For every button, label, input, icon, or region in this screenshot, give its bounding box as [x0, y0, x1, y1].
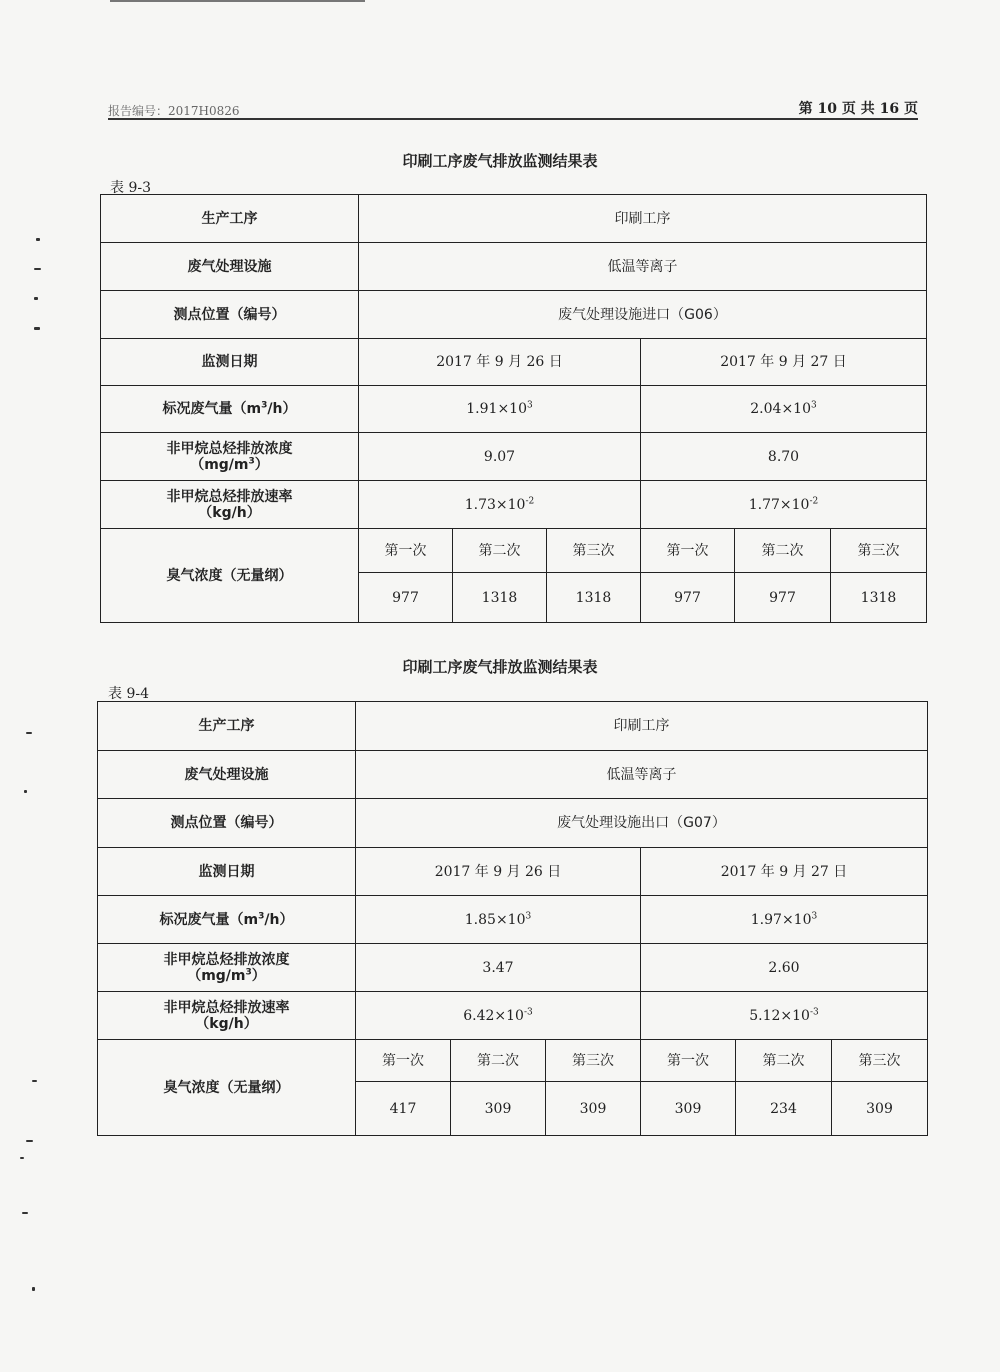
- table-row: [101, 386, 927, 433]
- table-row: [98, 799, 928, 848]
- rate-value-1: $6.42\times 10^{-3}$: [356, 992, 641, 1040]
- table-row: [98, 992, 928, 1040]
- scan-speck: [34, 268, 41, 270]
- rate-label: 非甲烷总烃排放速率 （kg/h）: [101, 481, 359, 529]
- table-title: 印刷工序废气排放监测结果表: [402, 658, 598, 676]
- flow-label: 标况废气量$(m^3/h)$: [98, 896, 356, 944]
- run-header: 第三次: [547, 529, 641, 573]
- facility-value: 低温等离子: [356, 751, 928, 799]
- table-row: [98, 1040, 928, 1082]
- flow-value-1: $1.91\times 10^3$: [359, 386, 641, 433]
- scan-speck: [26, 732, 32, 734]
- rate-value-1: $1.73\times 10^{-2}$: [359, 481, 641, 529]
- table-row: [101, 529, 927, 573]
- flow-value-2: $2.04\times 10^3$: [641, 386, 927, 433]
- scan-page-edge: [110, 0, 365, 2]
- flow-label: 标况废气量$(m^3/h)$: [101, 386, 359, 433]
- run-header: 第二次: [453, 529, 547, 573]
- concentration-value-1: 3.47: [356, 944, 641, 992]
- scan-speck: [34, 297, 38, 300]
- date-value-1: 2017 年 9 月 26 日: [359, 339, 641, 386]
- scan-speck: [32, 1080, 37, 1082]
- table-row: [101, 243, 927, 291]
- page-header: [108, 96, 918, 122]
- table-row: [101, 195, 927, 243]
- flow-value-1: $1.85\times 10^3$: [356, 896, 641, 944]
- page-number: 第 10 页 共 16 页: [798, 101, 918, 117]
- odor-label: 臭气浓度（无量纲）: [98, 1040, 356, 1136]
- header-rule: [108, 118, 918, 120]
- table-row: [101, 339, 927, 386]
- scan-speck: [24, 790, 27, 793]
- table-label: 表 9-3: [110, 180, 151, 196]
- odor-value: 309: [641, 1082, 736, 1136]
- odor-value: 1318: [453, 573, 547, 623]
- scan-speck: [22, 1212, 28, 1214]
- concentration-label: 非甲烷总烃排放浓度 $(mg/m^3)$: [98, 944, 356, 992]
- scan-speck: [26, 1140, 33, 1142]
- process-label: 生产工序: [101, 195, 359, 243]
- location-value: 废气处理设施出口（G07）: [356, 799, 928, 848]
- report-number: 报告编号：2017H0826: [108, 104, 240, 118]
- run-header: 第三次: [832, 1040, 928, 1082]
- odor-value: 309: [832, 1082, 928, 1136]
- facility-value: 低温等离子: [359, 243, 927, 291]
- table-row: [101, 291, 927, 339]
- scan-speck: [20, 1157, 24, 1159]
- concentration-value-2: 2.60: [641, 944, 928, 992]
- date-value-2: 2017 年 9 月 27 日: [641, 339, 927, 386]
- table-row: [98, 848, 928, 896]
- results-table-9-3: [100, 194, 927, 623]
- odor-value: 977: [641, 573, 735, 623]
- facility-label: 废气处理设施: [98, 751, 356, 799]
- date-label: 监测日期: [101, 339, 359, 386]
- date-label: 监测日期: [98, 848, 356, 896]
- location-value: 废气处理设施进口（G06）: [359, 291, 927, 339]
- table-title: 印刷工序废气排放监测结果表: [402, 152, 598, 170]
- run-header: 第二次: [736, 1040, 832, 1082]
- odor-value: 977: [359, 573, 453, 623]
- table-row: [98, 944, 928, 992]
- concentration-label: 非甲烷总烃排放浓度 $(mg/m^3)$: [101, 433, 359, 481]
- run-header: 第二次: [735, 529, 831, 573]
- run-header: 第一次: [359, 529, 453, 573]
- flow-value-2: $1.97\times 10^3$: [641, 896, 928, 944]
- rate-value-2: $5.12\times 10^{-3}$: [641, 992, 928, 1040]
- table-row: [98, 702, 928, 751]
- odor-value: 1318: [831, 573, 927, 623]
- run-header: 第一次: [641, 1040, 736, 1082]
- table-row: [101, 433, 927, 481]
- odor-value: 1318: [547, 573, 641, 623]
- scan-speck: [34, 327, 40, 330]
- scan-speck: [36, 238, 40, 241]
- results-table-9-4: [97, 701, 928, 1136]
- odor-value: 234: [736, 1082, 832, 1136]
- run-header: 第一次: [641, 529, 735, 573]
- odor-value: 309: [546, 1082, 641, 1136]
- table-row: [98, 751, 928, 799]
- rate-label: 非甲烷总烃排放速率 （kg/h）: [98, 992, 356, 1040]
- concentration-value-2: 8.70: [641, 433, 927, 481]
- run-header: 第二次: [451, 1040, 546, 1082]
- process-value: 印刷工序: [356, 702, 928, 751]
- table-row: [101, 481, 927, 529]
- process-label: 生产工序: [98, 702, 356, 751]
- date-value-1: 2017 年 9 月 26 日: [356, 848, 641, 896]
- scan-speck: [32, 1287, 35, 1291]
- run-header: 第一次: [356, 1040, 451, 1082]
- rate-value-2: $1.77\times 10^{-2}$: [641, 481, 927, 529]
- process-value: 印刷工序: [359, 195, 927, 243]
- date-value-2: 2017 年 9 月 27 日: [641, 848, 928, 896]
- table-label: 表 9-4: [108, 686, 149, 702]
- facility-label: 废气处理设施: [101, 243, 359, 291]
- location-label: 测点位置（编号）: [98, 799, 356, 848]
- concentration-value-1: 9.07: [359, 433, 641, 481]
- odor-value: 977: [735, 573, 831, 623]
- location-label: 测点位置（编号）: [101, 291, 359, 339]
- odor-value: 417: [356, 1082, 451, 1136]
- odor-label: 臭气浓度（无量纲）: [101, 529, 359, 623]
- run-header: 第三次: [831, 529, 927, 573]
- odor-value: 309: [451, 1082, 546, 1136]
- run-header: 第三次: [546, 1040, 641, 1082]
- table-row: [98, 896, 928, 944]
